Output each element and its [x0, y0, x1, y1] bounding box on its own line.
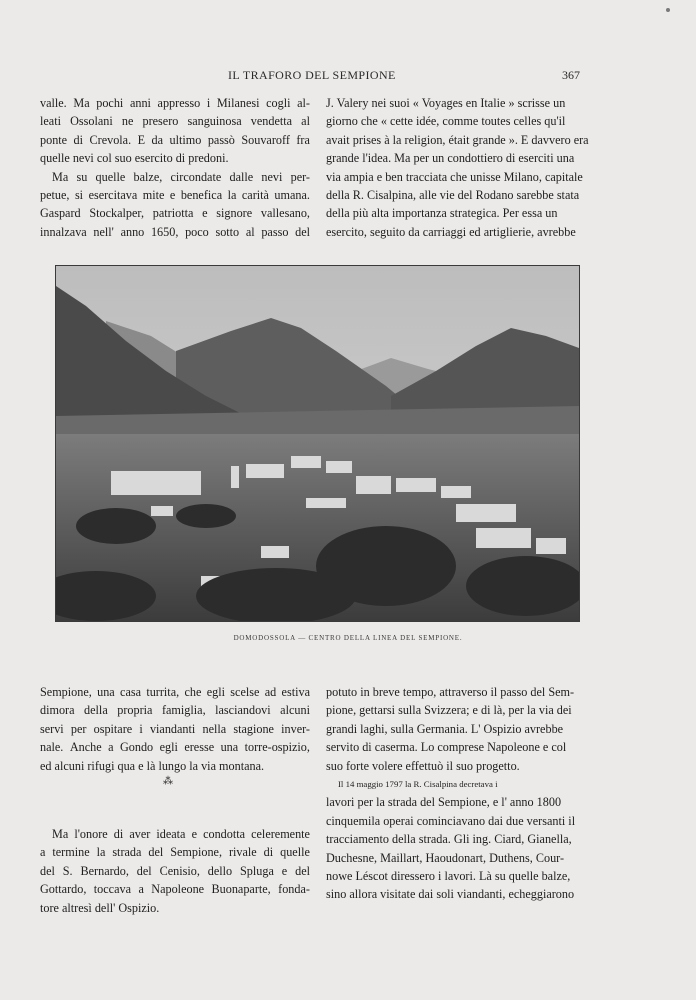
- word: ad: [264, 685, 277, 699]
- word: la: [96, 845, 106, 860]
- text-line: [40, 720, 310, 738]
- word: Crevola.: [89, 132, 132, 147]
- section-asterism: ⁂: [163, 776, 173, 787]
- word: l'onore: [74, 827, 108, 842]
- building: [246, 464, 284, 478]
- word: signore: [216, 206, 253, 221]
- building: [291, 456, 321, 468]
- word: leati: [40, 114, 61, 129]
- text-line: tore altresì dell' Ospizio.: [40, 900, 160, 915]
- text-line: nowe Léscot diressero i lavori. Là su quelle balze,: [326, 869, 571, 884]
- text-line: [40, 168, 310, 186]
- word: i: [206, 96, 211, 110]
- word: ponte: [40, 132, 68, 147]
- text-line: potuto in breve tempo, attraverso il passo del Sem-: [326, 685, 575, 699]
- tree-cluster: [176, 504, 236, 528]
- top-left-column: [40, 94, 310, 241]
- word: esercitava: [88, 188, 138, 203]
- building: [476, 528, 531, 548]
- bottom-right-column: [326, 683, 596, 904]
- text-line: servito di caserma. Lo comprese Napoleone e col: [326, 740, 567, 755]
- word: Gondo: [119, 740, 154, 755]
- word: casa: [120, 685, 142, 699]
- word: di: [263, 845, 274, 860]
- word: torre-ospizio,: [244, 740, 310, 755]
- word: umana.: [274, 188, 310, 203]
- word: fonda-: [278, 882, 310, 897]
- text-line: via ampia e ben tracciata che unisse Milano, capitale: [326, 169, 583, 184]
- word: famiglia,: [161, 703, 206, 718]
- word: Ossolani: [70, 114, 113, 129]
- word: egli: [159, 740, 178, 755]
- bell-tower: [231, 466, 239, 488]
- word: S.: [62, 863, 73, 878]
- word: presero: [142, 114, 179, 129]
- text-line: [40, 186, 310, 204]
- word: si: [74, 188, 84, 203]
- text-line: J. Valery nei suoi « Voyages en Italie » scrisse un: [326, 96, 566, 110]
- domodossola-photograph: [55, 265, 580, 622]
- word: condotta: [203, 827, 246, 842]
- word: sotto: [215, 224, 240, 239]
- word: propria: [117, 703, 153, 718]
- word: balze,: [133, 169, 163, 184]
- word: del: [40, 863, 55, 878]
- word: pochi: [96, 96, 124, 110]
- word: vendetta: [250, 114, 293, 129]
- text-line: [40, 131, 310, 149]
- word: petue,: [40, 188, 70, 203]
- text-line: [40, 825, 310, 843]
- text-line: [40, 738, 310, 756]
- text-line: grandi laghi, sulla Germania. L' Ospizio avrebbe: [326, 721, 564, 736]
- text-line: grande l'idea. Ma per un condottiero di eserciti una: [326, 151, 575, 166]
- word: su: [76, 169, 88, 184]
- word: viandanti: [149, 721, 196, 736]
- word: passò: [207, 132, 235, 147]
- text-line: esercito, seguito da carriaggi ed artiglierie, avrebbe: [326, 224, 576, 239]
- word: anno: [120, 224, 145, 239]
- word: del: [295, 863, 310, 878]
- word: egli: [206, 685, 225, 699]
- text-line: giorno che « cette idée, comme toutes celles qu'il: [326, 114, 566, 129]
- word: aver: [129, 827, 151, 842]
- word: e: [191, 827, 197, 842]
- word: Spluga: [240, 863, 274, 878]
- text-line: [40, 94, 310, 112]
- text-line: pione, gettarsi sulla Svizzera; e di là, per la via dei: [326, 703, 572, 718]
- text-line: Duchesne, Maillart, Haoudonart, Duthens, Cour-: [326, 850, 565, 865]
- word: lasciandovi: [215, 703, 271, 718]
- word: eresse: [184, 740, 215, 755]
- word: Sempione,: [170, 845, 223, 860]
- page-speck: [666, 8, 670, 12]
- word: 1650,: [150, 224, 179, 239]
- running-title: IL TRAFORO DEL SEMPIONE: [228, 68, 396, 82]
- word: Stockalper,: [89, 206, 145, 221]
- word: dello: [207, 863, 233, 878]
- word: mite: [142, 188, 165, 203]
- word: una: [220, 740, 239, 755]
- text-line: [40, 880, 310, 898]
- word: Cenisio,: [159, 863, 200, 878]
- word: Buonaparte,: [211, 882, 271, 897]
- section-break: [40, 775, 310, 825]
- text-line: [40, 701, 310, 719]
- building: [261, 546, 289, 558]
- word: dalle: [229, 169, 254, 184]
- word: a: [138, 882, 144, 897]
- text-line: della più alta importanza strategica. Per essa un: [326, 206, 558, 221]
- word: cogli: [266, 96, 291, 110]
- word: la: [227, 188, 237, 203]
- word: ideata: [156, 827, 186, 842]
- word: E: [137, 132, 146, 147]
- word: ospitare: [93, 721, 133, 736]
- word: quelle: [95, 169, 126, 184]
- word: Napoleone: [151, 882, 205, 897]
- building: [441, 486, 471, 498]
- word: a: [108, 740, 114, 755]
- tree-cluster: [76, 508, 156, 544]
- word: di: [73, 132, 84, 147]
- page-number: 367: [562, 68, 580, 82]
- text-line: [40, 204, 310, 222]
- word: del: [148, 845, 164, 860]
- word: Ma: [52, 827, 69, 842]
- word: al-: [297, 96, 310, 110]
- word: al: [301, 114, 310, 129]
- figure-caption: DOMODOSSOLA — CENTRO DELLA LINEA DEL SEMPIONE.: [233, 634, 463, 642]
- text-line: lavori per la strada del Sempione, e l' anno 1800: [326, 795, 562, 810]
- word: per: [70, 721, 87, 736]
- large-building: [111, 471, 201, 495]
- word: Anche: [69, 740, 102, 755]
- word: e: [281, 863, 288, 878]
- text-line: [40, 862, 310, 880]
- building: [356, 476, 391, 494]
- text-line: quelle nevi col suo esercito di predoni.: [40, 151, 229, 166]
- building: [396, 478, 436, 492]
- text-line: Il 14 maggio 1797 la R. Cisalpina decretava i: [338, 779, 498, 790]
- word: ultimo: [169, 132, 202, 147]
- word: e: [169, 188, 176, 203]
- word: Milanesi: [216, 96, 260, 110]
- word: Ma: [52, 169, 69, 184]
- top-right-column: [326, 94, 596, 241]
- word: Bernardo,: [80, 863, 129, 878]
- building: [456, 504, 516, 522]
- word: anni: [129, 96, 151, 110]
- word: Ma: [73, 96, 90, 110]
- text-line: sino allora visitate dai soli viandanti, echeggiarono: [326, 887, 575, 902]
- word: quelle: [280, 845, 310, 860]
- text-line: [40, 223, 310, 241]
- word: una: [97, 685, 115, 699]
- word: dimora: [40, 703, 75, 718]
- word: carità: [241, 188, 269, 203]
- word: al: [245, 224, 255, 239]
- word: patriotta: [152, 206, 194, 221]
- word: Sempione,: [40, 685, 92, 699]
- word: passo: [261, 224, 289, 239]
- word: appresso: [157, 96, 201, 110]
- word: del: [295, 224, 310, 239]
- word: poco: [185, 224, 209, 239]
- word: Gottardo,: [40, 882, 87, 897]
- text-line: tracciamento della strada. Gli ing. Ciard, Gianella,: [326, 832, 572, 847]
- word: da: [151, 132, 164, 147]
- building: [151, 506, 173, 516]
- word: stagione: [233, 721, 274, 736]
- building: [536, 538, 566, 554]
- word: servi: [40, 721, 64, 736]
- word: che: [184, 685, 202, 699]
- text-line: ed alcuni rifugi qua e là lungo la via montana.: [40, 758, 265, 773]
- word: estiva: [281, 685, 310, 699]
- word: nella: [202, 721, 227, 736]
- text-line: [40, 683, 310, 701]
- word: per-: [290, 169, 310, 184]
- word: nell': [93, 224, 114, 239]
- text-line: cinquemila operai cominciavano dai due versanti il: [326, 813, 576, 828]
- word: a: [40, 845, 46, 860]
- word: celeremente: [251, 827, 310, 842]
- text-line: avait prises à la religion, était grande ». E davvero era: [326, 132, 589, 147]
- word: e: [202, 206, 208, 221]
- word: valle.: [40, 96, 67, 110]
- road: [306, 498, 346, 508]
- word: Souvaroff: [241, 132, 290, 147]
- word: innalzava: [40, 224, 87, 239]
- landscape-illustration: [56, 266, 579, 621]
- word: inver-: [281, 721, 310, 736]
- word: toccava: [93, 882, 132, 897]
- word: della: [84, 703, 108, 718]
- bottom-left-column: [40, 683, 310, 917]
- text-line: [40, 112, 310, 130]
- word: alcuni: [280, 703, 310, 718]
- word: strada: [112, 845, 142, 860]
- word: i: [139, 721, 143, 736]
- building: [326, 461, 352, 473]
- word: Gaspard: [40, 206, 81, 221]
- word: sanguinosa: [187, 114, 242, 129]
- word: scelse: [230, 685, 260, 699]
- word: di: [113, 827, 124, 842]
- word: rivale: [228, 845, 257, 860]
- word: vallesano,: [260, 206, 310, 221]
- word: turrita,: [146, 685, 180, 699]
- word: nevi: [261, 169, 283, 184]
- word: nale.: [40, 740, 64, 755]
- word: del: [136, 863, 152, 878]
- word: benefica: [180, 188, 223, 203]
- word: ne: [121, 114, 134, 129]
- word: termine: [52, 845, 90, 860]
- text-line: suo forte volere effettuò il suo progetto.: [326, 758, 520, 773]
- text-line: della R. Cisalpina, alle vie del Rodano sarebbe stata: [326, 188, 580, 203]
- text-line: [40, 843, 310, 861]
- word: fra: [296, 132, 310, 147]
- word: circondate: [170, 169, 222, 184]
